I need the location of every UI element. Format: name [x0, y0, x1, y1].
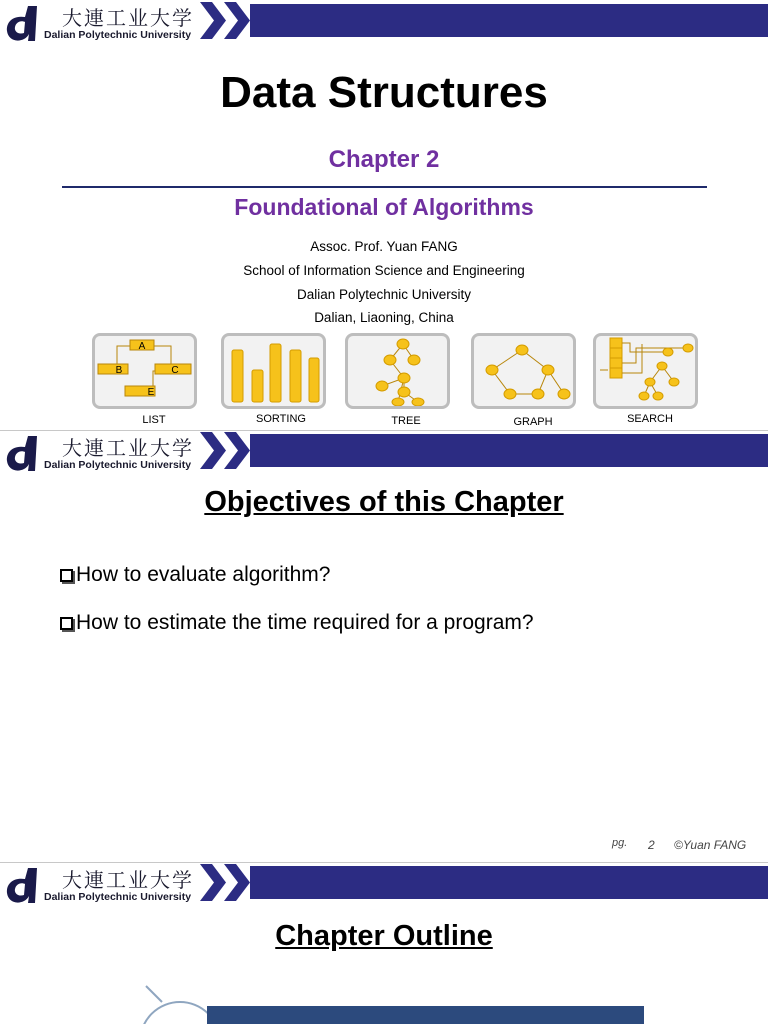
- university-name-en: Dalian Polytechnic University: [44, 29, 192, 41]
- chapter-heading: Chapter 2: [328, 146, 440, 173]
- dpu-logo-icon: [4, 3, 44, 43]
- chevron-right-icon: [224, 432, 250, 469]
- slide-header: [0, 430, 768, 474]
- sorting-bars-icon: [224, 336, 323, 406]
- list-node-label: B: [115, 365, 123, 376]
- header-bar: [250, 866, 768, 899]
- bullet-text: How to estimate the time required for a program?: [76, 611, 534, 634]
- slide-title: [0, 920, 768, 953]
- slide-title-text: Chapter Outline: [275, 920, 493, 952]
- university-name-en: Dalian Polytechnic University: [44, 459, 192, 471]
- dpu-logo-icon: [4, 433, 44, 473]
- tree-diagram-icon: [348, 336, 447, 406]
- bullet-item: [60, 611, 534, 635]
- slide-3: [0, 862, 768, 1024]
- thumbnail-label: TREE: [391, 415, 421, 427]
- university-name-cn: 大連工业大学: [62, 436, 194, 460]
- chevron-right-icon: [200, 2, 226, 39]
- university-name-cn: 大連工业大学: [62, 868, 194, 892]
- slide-separator: [0, 862, 768, 863]
- graph-diagram-icon: [474, 336, 573, 406]
- thumbnail-label: GRAPH: [513, 416, 553, 428]
- author-line: Assoc. Prof. Yuan FANG: [310, 239, 458, 254]
- list-diagram-icon: [95, 336, 194, 406]
- list-node-label: E: [147, 387, 155, 398]
- university-name-en: Dalian Polytechnic University: [44, 891, 192, 903]
- author-line: Dalian, Liaoning, China: [314, 310, 454, 325]
- outline-item-bar: [207, 1006, 644, 1024]
- footer-page-number: 2: [648, 838, 655, 852]
- university-name-cn: 大連工业大学: [62, 6, 194, 30]
- list-node-label: C: [171, 365, 179, 376]
- slide-2: [0, 430, 768, 862]
- author-line: School of Information Science and Engineering: [243, 263, 525, 278]
- list-thumbnail: [92, 333, 197, 409]
- footer-copyright: ©Yuan FANG: [674, 838, 747, 852]
- tree-thumbnail: [345, 333, 450, 409]
- slide-title-text: Objectives of this Chapter: [204, 486, 564, 518]
- author-line: Dalian Polytechnic University: [296, 287, 472, 302]
- header-bar: [250, 4, 768, 37]
- slide-title: [0, 486, 768, 519]
- slide-1: [0, 0, 768, 430]
- footer-pg-label: pg.: [612, 837, 628, 849]
- chevron-right-icon: [200, 864, 226, 901]
- list-node-label: A: [138, 341, 146, 352]
- sorting-thumbnail: [221, 333, 326, 409]
- thumbnail-label: SEARCH: [627, 413, 673, 425]
- thumbnail-label: LIST: [142, 414, 166, 426]
- thumbnail-label: SORTING: [256, 413, 306, 425]
- dpu-logo-icon: [4, 865, 44, 905]
- search-thumbnail: [593, 333, 698, 409]
- divider: [62, 186, 707, 188]
- chapter-subtitle: Foundational of Algorithms: [234, 194, 534, 220]
- checkbox-bullet-icon: [60, 569, 73, 582]
- header-bar: [250, 434, 768, 467]
- slide-separator: [0, 430, 768, 431]
- search-diagram-icon: [596, 336, 695, 406]
- bullet-text: How to evaluate algorithm?: [76, 563, 331, 586]
- checkbox-bullet-icon: [60, 617, 73, 630]
- slide-header: [0, 0, 768, 44]
- chevron-right-icon: [224, 2, 250, 39]
- graph-thumbnail: [471, 333, 576, 409]
- chevron-right-icon: [224, 864, 250, 901]
- bullet-item: [60, 563, 330, 587]
- slide-header: [0, 862, 768, 906]
- presentation-title: Data Structures: [220, 68, 548, 117]
- chevron-right-icon: [200, 432, 226, 469]
